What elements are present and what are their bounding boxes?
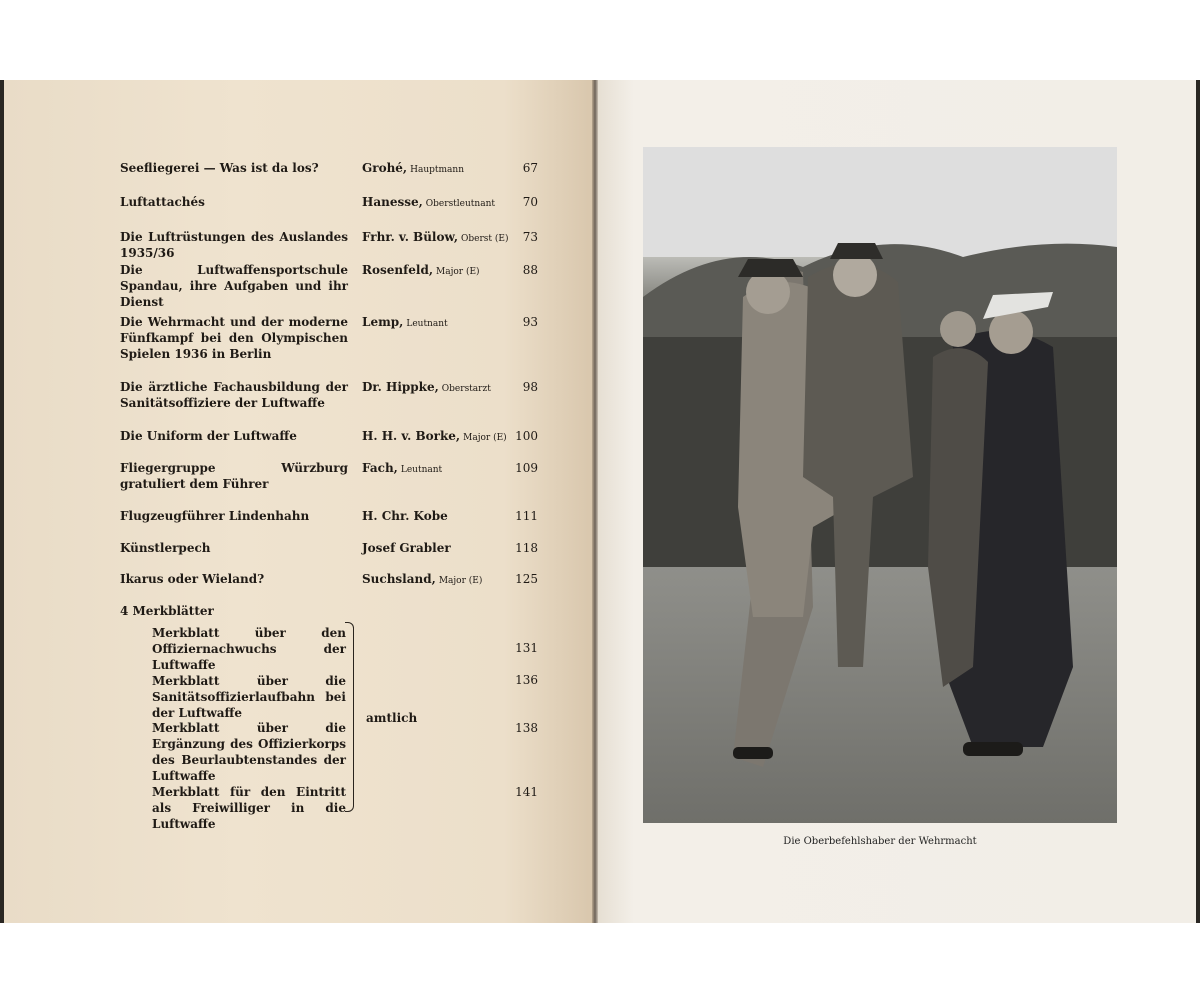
grouping-brace (345, 622, 354, 812)
toc-entry-title: Seefliegerei — Was ist da los? (120, 161, 319, 175)
toc-entry-page: 67 (522, 161, 538, 175)
toc-entry-author: Frhr. v. Bülow, Oberst (E) (362, 230, 509, 244)
toc-sub-entry-page: 138 (515, 721, 538, 735)
toc-sub-entry-page: 141 (515, 785, 538, 799)
toc-section-heading: 4 Merkblätter (120, 604, 214, 618)
toc-entry-author: Rosenfeld, Major (E) (362, 263, 480, 277)
toc-entry-page: 93 (522, 315, 538, 329)
toc-entry-page: 125 (515, 572, 538, 586)
toc-sub-entry-title: Merkblatt über den Offiziernachwuchs der Luftwaffe (152, 626, 346, 672)
toc-sub-entry-title: Merkblatt für den Eintritt als Freiwilliger in die Luftwaffe (152, 785, 346, 831)
toc-entry-page: 88 (522, 263, 538, 277)
toc-entry-author: Dr. Hippke, Oberstarzt (362, 380, 491, 394)
toc-entry-title: Ikarus oder Wieland? (120, 572, 265, 586)
toc-entry-title: Die Wehrmacht und der moderne Fünfkampf bei den Olympischen Spielen 1936 in Berlin (120, 315, 348, 361)
toc-entry-title: Fliegergruppe Würzburg gratuliert dem Führer (120, 461, 348, 491)
toc-entry-author: Hanesse, Oberstleutnant (362, 195, 495, 209)
toc-sub-entries-author: amtlich (366, 711, 418, 725)
toc-entry-page: 118 (515, 541, 538, 555)
toc-sub-entry-page: 136 (515, 673, 538, 687)
photo-image (643, 147, 1117, 823)
toc-entry-title: Die ärztliche Fachausbildung der Sanitätsoffiziere der Luftwaffe (120, 380, 348, 410)
toc-entry-page: 111 (515, 509, 538, 523)
toc-entry-author: Josef Grabler (362, 541, 451, 555)
toc-entry-page: 100 (515, 429, 538, 443)
photo-plate (643, 147, 1117, 823)
toc-entry-title: Die Luftwaffensportschule Spandau, ihre Aufgaben und ihr Dienst (120, 263, 348, 309)
toc-entry-page: 73 (522, 230, 538, 244)
toc-entry-title: Die Uniform der Luftwaffe (120, 429, 297, 443)
toc-sub-entry-title: Merkblatt über die Ergänzung des Offizierkorps des Beurlaubtenstandes der Luftwaffe (152, 721, 346, 783)
toc-entry-author: Grohé, Hauptmann (362, 161, 465, 175)
toc-entry-title: Künstlerpech (120, 541, 211, 555)
toc-entry-page: 98 (522, 380, 538, 394)
toc-entry-author: Fach, Leutnant (362, 461, 443, 475)
toc-entry-title: Luftattachés (120, 195, 205, 209)
toc-entry-page: 70 (522, 195, 538, 209)
toc-entry-author: Lemp, Leutnant (362, 315, 448, 329)
toc-entry-title: Die Luftrüstungen des Auslandes 1935/36 (120, 230, 348, 260)
toc-entry-author: Suchsland, Major (E) (362, 572, 483, 586)
toc-sub-entry-page: 131 (515, 641, 538, 655)
toc-entry-title: Flugzeugführer Lindenhahn (120, 509, 310, 523)
toc-entry-author: H. Chr. Kobe (362, 509, 448, 523)
toc-sub-entry-title: Merkblatt über die Sanitätsoffizierlaufbahn bei der Luftwaffe (152, 674, 346, 720)
photo-caption: Die Oberbefehlshaber der Wehrmacht (783, 836, 977, 847)
toc-entry-page: 109 (515, 461, 538, 475)
toc-entry-author: H. H. v. Borke, Major (E) (362, 429, 507, 443)
